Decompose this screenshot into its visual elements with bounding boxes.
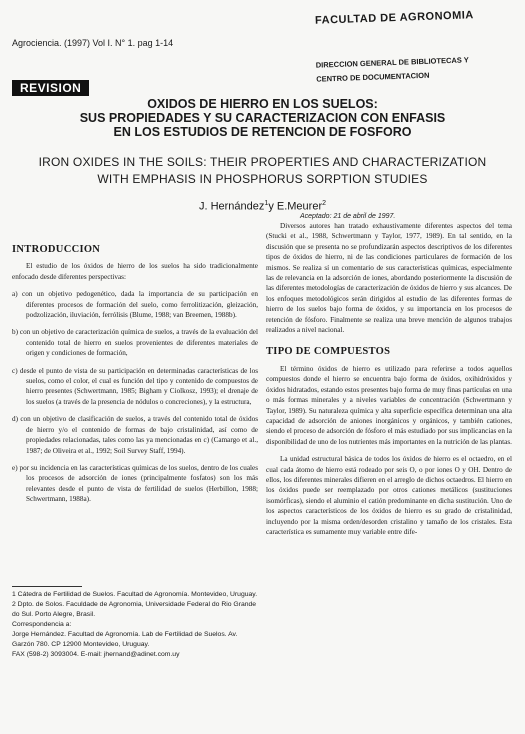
library-line-1: DIRECCION GENERAL DE BIBLIOTECAS Y [315, 55, 469, 70]
title-en-line-1: IRON OXIDES IN THE SOILS: THEIR PROPERTIES AND CHARACTERIZATION [38, 155, 487, 169]
right-column [266, 221, 512, 544]
footnote-rule [12, 586, 82, 587]
right-paragraph-1: Diversos autores han tratado exhaustivamente diferentes aspectos del tema (Stucki et al., 1988, Schwertmann y Taylor, 1977, 1989). En tal sentido, en la discusión que se presenta no se profundizarán aspectos descriptivos de los diferentes tipos de óxidos de hierro, ni de las condiciones particulares de formación de los mismos. Se realiza sí un comentario de sus características químicas, especialmente las de relevancia en la adsorción de iones, abordando posteriormente la discusión de las diferentes metodologías de caracterización de óxidos de hierro y sus alcances. De los enfoques metodológicos serán dirigidos al estudio de las diferentes formas de hierro de los suelos bajo forma de óxidos, y su importancia en los procesos de retención de fósforo. Finalmente se realiza una breve mención de algunos trabajos realizados a nivel nacional. [266, 222, 512, 335]
accepted-date: Aceptado: 21 de abril de 1997. [300, 213, 396, 220]
list-item-e: e) por su incidencia en las características químicas de los suelos, dentro de los cuales los procesos de adsorción de iones (principalmente fosfatos) son los más relevantes desde el punto de vista de fertilidad de suelos (Herbillon, 1988; Schwertmann, 1988a). [12, 463, 258, 504]
section-heading-compounds: TIPO DE COMPUESTOS [266, 346, 391, 358]
title-english [0, 154, 525, 188]
left-column [12, 245, 258, 512]
correspondence-address: Jorge Hernández. Facultad de Agronomía. Lab de Fertilidad de Suelos. Av. Garzón 780. CP 12900 Montevideo, Uruguay. [12, 631, 238, 648]
library-stamp [316, 53, 470, 86]
intro-paragraph: El estudio de los óxidos de hierro de los suelos ha sido tradicionalmente enfocado desde diferentes perspectivas: [12, 262, 258, 281]
title-es-line-1: OXIDOS DE HIERRO EN LOS SUELOS: [147, 97, 378, 111]
correspondence-contact: FAX (598-2) 3093004. E-mail: jhernand@adinet.com.uy [12, 651, 180, 658]
correspondence-label: Correspondencia a: [12, 621, 72, 628]
title-es-line-2: SUS PROPIEDADES Y SU CARACTERIZACION CON ENFASIS [79, 111, 446, 125]
author-2-affiliation: 2 [322, 200, 327, 207]
right-paragraph-3: La unidad estructural básica de todos los óxidos de hierro es el octaedro, en el cual cada átomo de hierro está rodeado por seis O, o por iones O y OH. Dentro de ellos, los diferentes minerales difieren en el arreglo de dichos octaedros. El hierro en los óxidos puede ser reemplazado por otros cationes metálicos (sustituciones isomórficas), siendo el aluminio el catión predominante en dicha sustitución. Uno de los aspectos característicos de los óxidos de hierro es su grado de cristalinidad, incluyendo por la misma orden/desorden cristalino y tamaño de los cristales. Esta característica es sumamente muy variable entre dife- [266, 455, 512, 536]
list-item-a: a) con un objetivo pedogenético, dada la importancia de su participación en diferentes procesos de formación del suelo, como ferrolitización, gleización, podzolización, iluviación, ferrólisis (Blume, 1988; van Breemen, 1988b). [12, 290, 258, 320]
title-es-line-3: EN LOS ESTUDIOS DE RETENCION DE FOSFORO [113, 125, 412, 139]
author-1-affiliation: 1 [264, 200, 269, 207]
faculty-stamp: FACULTAD DE AGRONOMIA [314, 9, 474, 27]
section-badge: REVISION [12, 80, 89, 96]
author-2: y E.Meurer [268, 200, 323, 213]
section-heading-introduction: INTRODUCCION [12, 244, 101, 255]
footnote-1: 1 Cátedra de Fertilidad de Suelos. Facultad de Agronomía. Montevideo, Uruguay. [12, 591, 258, 598]
right-paragraph-2: El término óxidos de hierro es utilizado para referirse a todos aquellos compuestos donde el hierro se encuentra bajo forma de óxidos, oxihidróxidos y óxidos hidratados, estando estos presentes bajo forma de muy finas partículas en una o más formas minerales y a niveles variables de concentración (Schwertmann y Taylor, 1989). Su naturaleza química y alta superficie específica determinan una alta capacidad de adsorción de aniones inorgánicos y orgánicos, y también cationes, siendo el proceso de adsorción de fósforo el más estudiado por sus implicancias en la disponibilidad de uno de los nutrientes más importantes en la nutrición de las plantas. [266, 364, 512, 446]
footnote-2: 2 Dpto. de Solos. Faculdade de Agronomia, Universidade Federal do Rio Grande do Sul. Porto Alegre, Brasil. [12, 601, 257, 618]
authors-line [0, 200, 525, 213]
list-item-d: d) con un objetivo de clasificación de suelos, a través del contenido total de óxidos de hierro y/o el contenido de formas de bajo cristalinidad, así como de propiedades relacionadas, tales como las ya mencionadas en c) (Camargo et al., 1987; de Oliveira et al., 1992; Soil Survey Staff, 1994). [12, 415, 258, 455]
title-spanish [0, 97, 525, 139]
author-1: J. Hernández [198, 200, 265, 213]
list-item-b: b) con un objetivo de caracterización química de suelos, a través de la evaluación del contenido total de hierro en suelos provenientes de diferentes materiales de origen y condiciones de formación, [12, 328, 258, 358]
journal-citation: Agrociencia. (1997) Vol I. N° 1. pag 1-14 [12, 38, 174, 48]
list-item-c: c) desde el punto de vista de su participación en determinadas características de los suelos, como el color, el cual es función del tipo y contenido de compuestos de hierro presentes (Schwertmann, 1985; Bigham y Ciolkosz, 1993); el drenaje de los suelos (a través de la presencia de nódulos o concreciones), y la estructura, [12, 366, 258, 406]
library-line-2: CENTRO DE DOCUMENTACION [316, 70, 430, 84]
footnotes [12, 586, 258, 660]
title-en-line-2: WITH EMPHASIS IN PHOSPHORUS SORPTION STUDIES [97, 172, 428, 186]
